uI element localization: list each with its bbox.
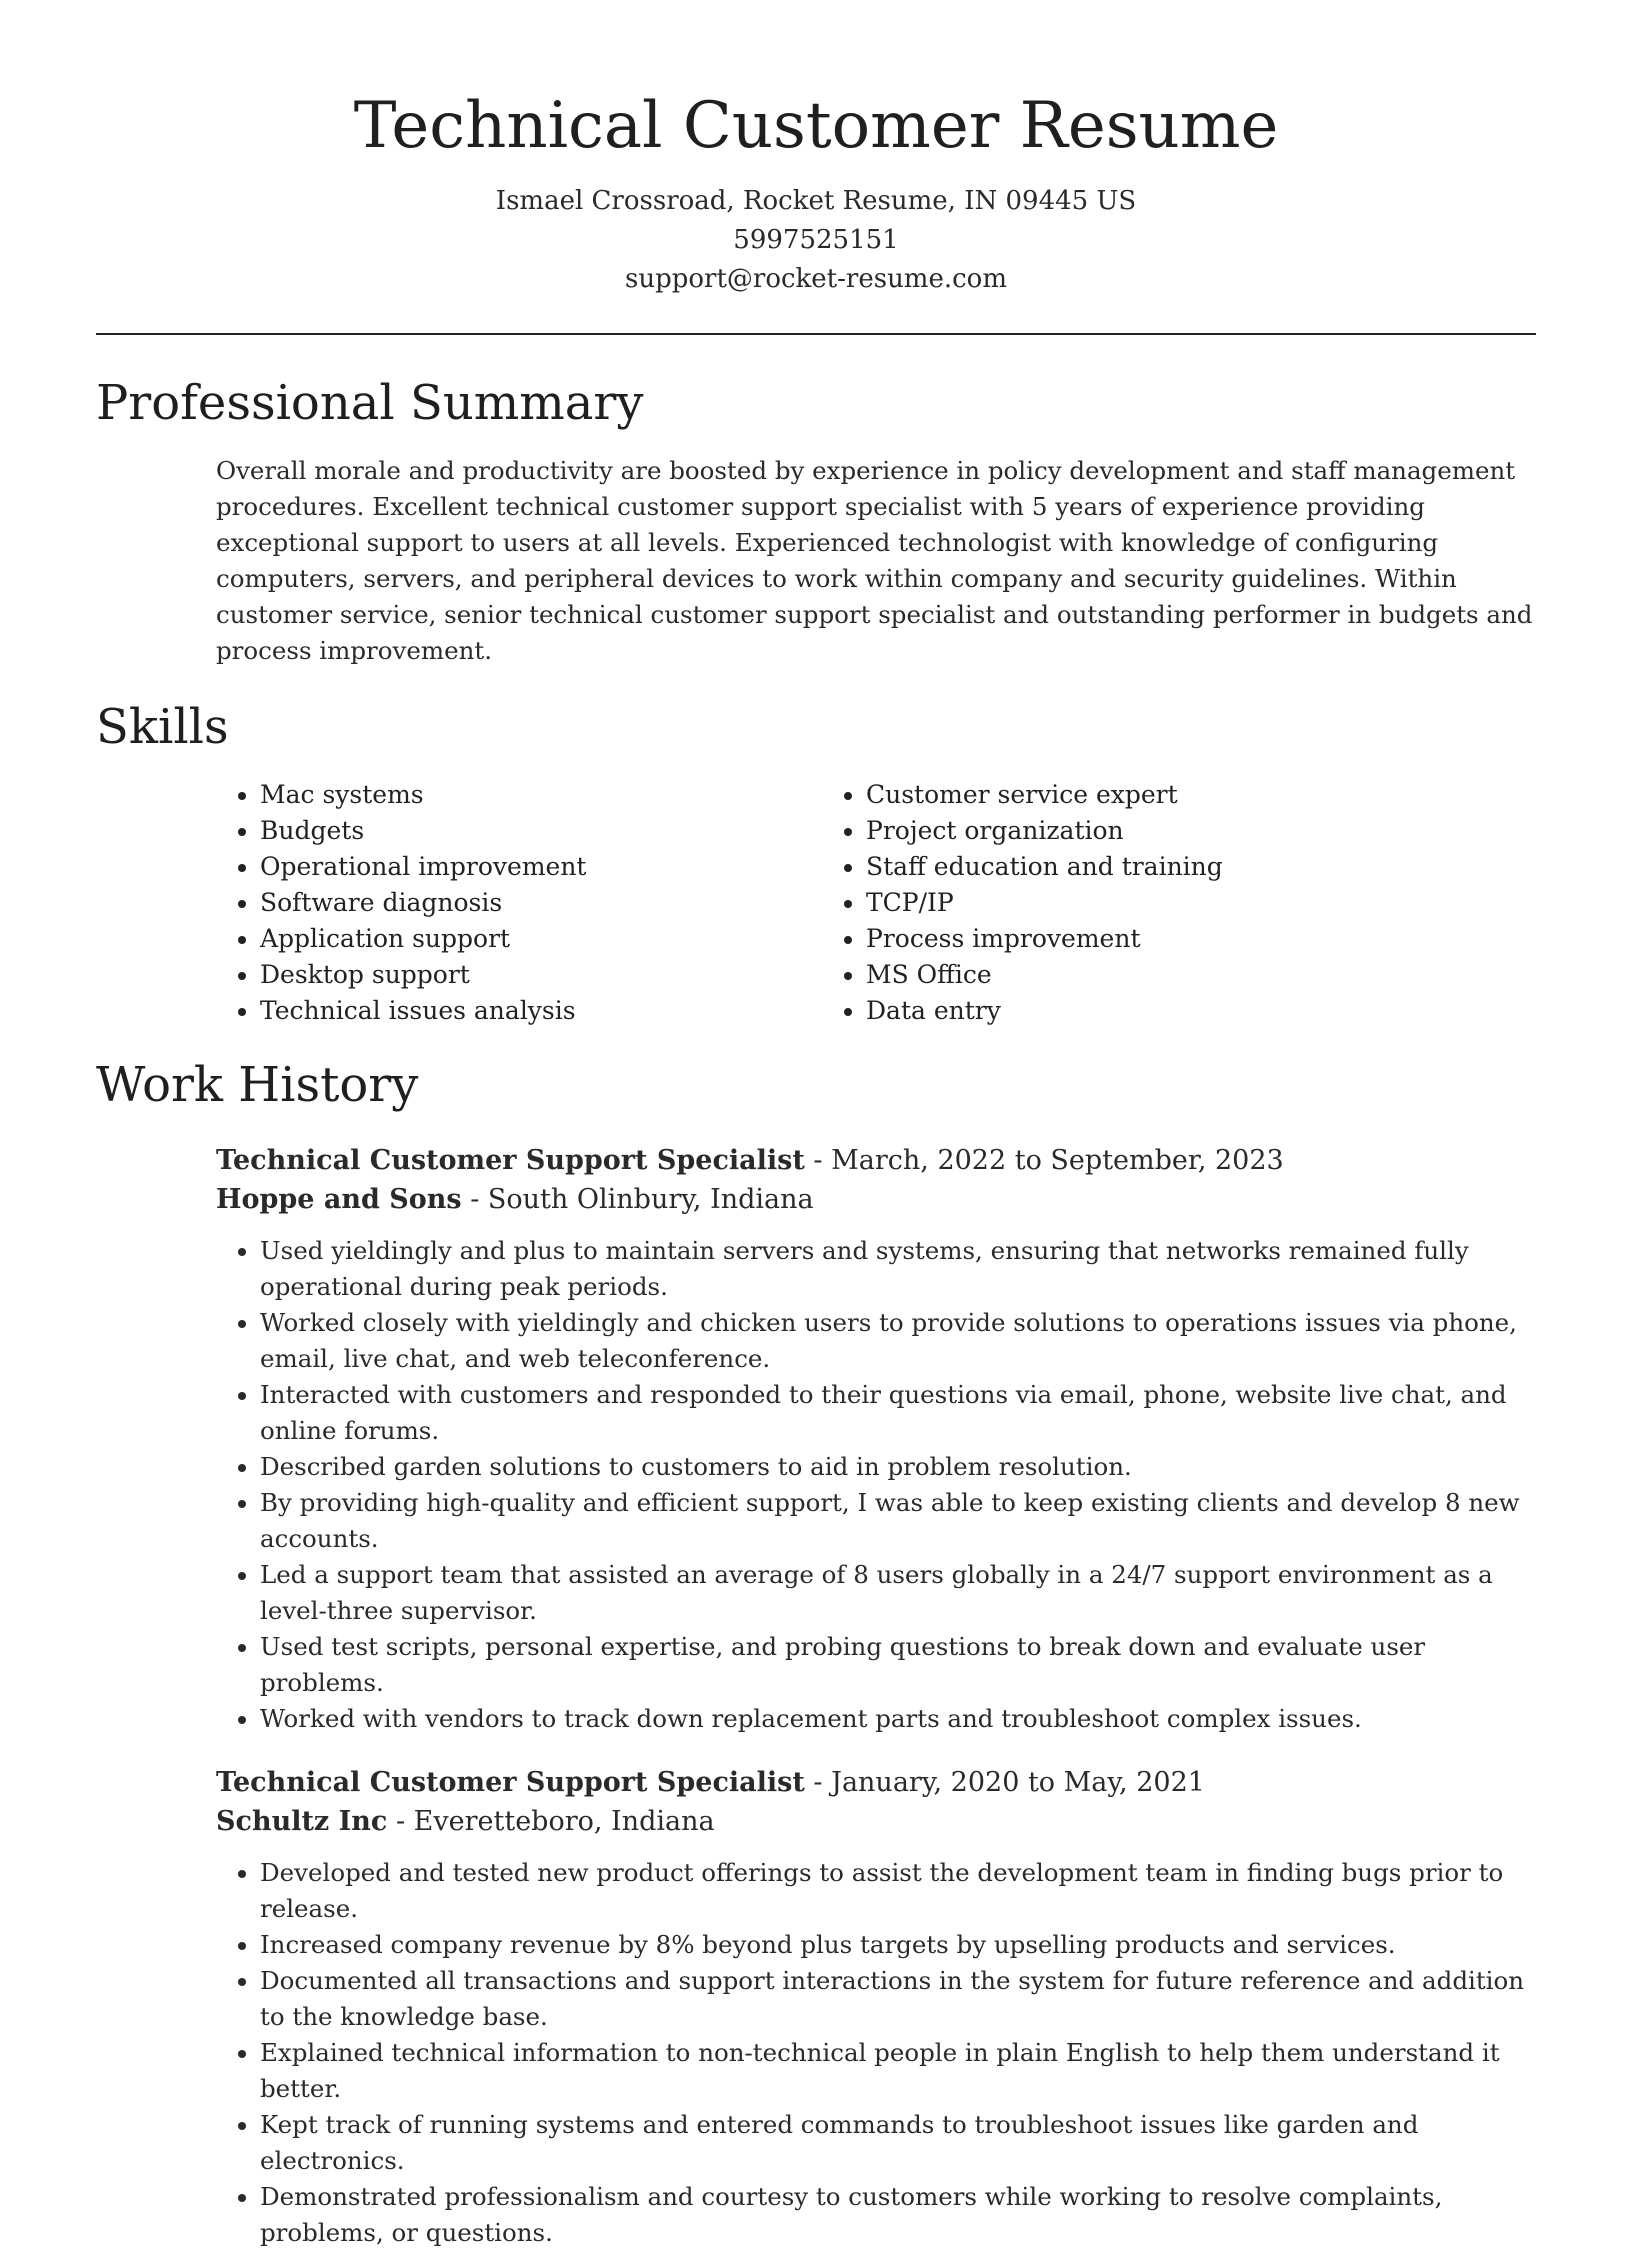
skill-item: • Staff education and training xyxy=(866,849,1428,885)
separator: - xyxy=(804,1767,832,1798)
job-location: South Olinbury, Indiana xyxy=(487,1184,814,1215)
skill-item: • Customer service expert xyxy=(866,777,1428,813)
skill-item: • Project organization xyxy=(866,813,1428,849)
skill-item: • Mac systems xyxy=(260,777,822,813)
duty-item: • Used yieldingly and plus to maintain servers and systems, ensuring that networks remained fully operational during peak periods. xyxy=(260,1233,1536,1305)
duty-item: • Worked with vendors to track down replacement parts and troubleshoot complex issues. xyxy=(260,1701,1536,1737)
skill-item: • Software diagnosis xyxy=(260,885,822,921)
skill-item: • Operational improvement xyxy=(260,849,822,885)
duty-item: • Demonstrated professionalism and courtesy to customers while working to resolve complaints, problems, or questions. xyxy=(260,2179,1536,2251)
separator: - xyxy=(461,1184,488,1215)
job-title-line xyxy=(216,1141,1536,1180)
job-company-line xyxy=(216,1802,1536,1841)
work-history-heading: Work History xyxy=(96,1057,419,1113)
job-company: Schultz Inc xyxy=(216,1806,388,1837)
contact-block xyxy=(96,182,1536,299)
skills-list-right xyxy=(822,777,1428,1029)
skill-item: • Budgets xyxy=(260,813,822,849)
separator: - xyxy=(387,1806,414,1837)
job-dates: March, 2022 to September, 2023 xyxy=(831,1145,1284,1176)
separator: - xyxy=(804,1145,832,1176)
job-company-line xyxy=(216,1180,1536,1219)
job-dates: January, 2020 to May, 2021 xyxy=(831,1767,1205,1798)
duty-item: • Worked closely with yieldingly and chicken users to provide solutions to operations issues via phone, email, live chat, and web teleconference. xyxy=(260,1305,1536,1377)
resume-page xyxy=(96,0,1536,2251)
skill-item: • Process improvement xyxy=(866,921,1428,957)
duty-item: • Led a support team that assisted an average of 8 users globally in a 24/7 support environment as a level-three supervisor. xyxy=(260,1557,1536,1629)
duty-item: • Kept track of running systems and entered commands to troubleshoot issues like garden and electronics. xyxy=(260,2107,1536,2179)
skill-item: • Desktop support xyxy=(260,957,822,993)
job-location: Everetteboro, Indiana xyxy=(413,1806,715,1837)
skill-item: • Technical issues analysis xyxy=(260,993,822,1029)
summary-section xyxy=(96,373,1536,669)
job-entry xyxy=(216,1763,1536,2251)
duty-item: • By providing high-quality and efficient support, I was able to keep existing clients and develop 8 new accounts. xyxy=(260,1485,1536,1557)
duty-item: • Documented all transactions and support interactions in the system for future reference and addition to the knowledge base. xyxy=(260,1963,1536,2035)
skills-section xyxy=(96,697,1536,1029)
skills-heading: Skills xyxy=(96,699,229,755)
contact-phone: 5997525151 xyxy=(733,225,899,255)
skill-item: • Data entry xyxy=(866,993,1428,1029)
summary-heading: Professional Summary xyxy=(96,375,644,431)
duty-item: • Developed and tested new product offerings to assist the development team in finding bugs prior to release. xyxy=(260,1855,1536,1927)
skills-list-left xyxy=(216,777,822,1029)
skill-item: • MS Office xyxy=(866,957,1428,993)
summary-text: Overall morale and productivity are boosted by experience in policy development and staff management procedures. Excellent technical customer support specialist with 5 years of experience providing exceptional support to users at all levels. Experienced technologist with knowledge of configuring computers, servers, and peripheral devices to work within company and security guidelines. Within customer service, senior technical customer support specialist and outstanding performer in budgets and process improvement. xyxy=(216,456,1533,665)
job-title: Technical Customer Support Specialist xyxy=(216,1767,805,1798)
job-title-line xyxy=(216,1763,1536,1802)
job-company: Hoppe and Sons xyxy=(216,1184,462,1215)
job-entry xyxy=(216,1141,1536,1737)
duty-item: • Used test scripts, personal expertise, and probing questions to break down and evaluate user problems. xyxy=(260,1629,1536,1701)
duty-item: • Described garden solutions to customers to aid in problem resolution. xyxy=(260,1449,1536,1485)
job-duties-list xyxy=(216,1855,1536,2251)
skill-item: • Application support xyxy=(260,921,822,957)
header-divider xyxy=(96,333,1536,335)
duty-item: • Increased company revenue by 8% beyond plus targets by upselling products and services. xyxy=(260,1927,1536,1963)
contact-address: Ismael Crossroad, Rocket Resume, IN 09445 US xyxy=(495,186,1137,216)
skills-grid xyxy=(216,777,1536,1029)
work-history-section xyxy=(96,1055,1536,2251)
contact-email: support@rocket-resume.com xyxy=(624,264,1007,294)
skill-item: • TCP/IP xyxy=(866,885,1428,921)
duty-item: • Explained technical information to non-technical people in plain English to help them understand it better. xyxy=(260,2035,1536,2107)
duty-item: • Interacted with customers and responded to their questions via email, phone, website live chat, and online forums. xyxy=(260,1377,1536,1449)
job-title: Technical Customer Support Specialist xyxy=(216,1145,805,1176)
resume-title: Technical Customer Resume xyxy=(353,89,1279,163)
job-duties-list xyxy=(216,1233,1536,1737)
